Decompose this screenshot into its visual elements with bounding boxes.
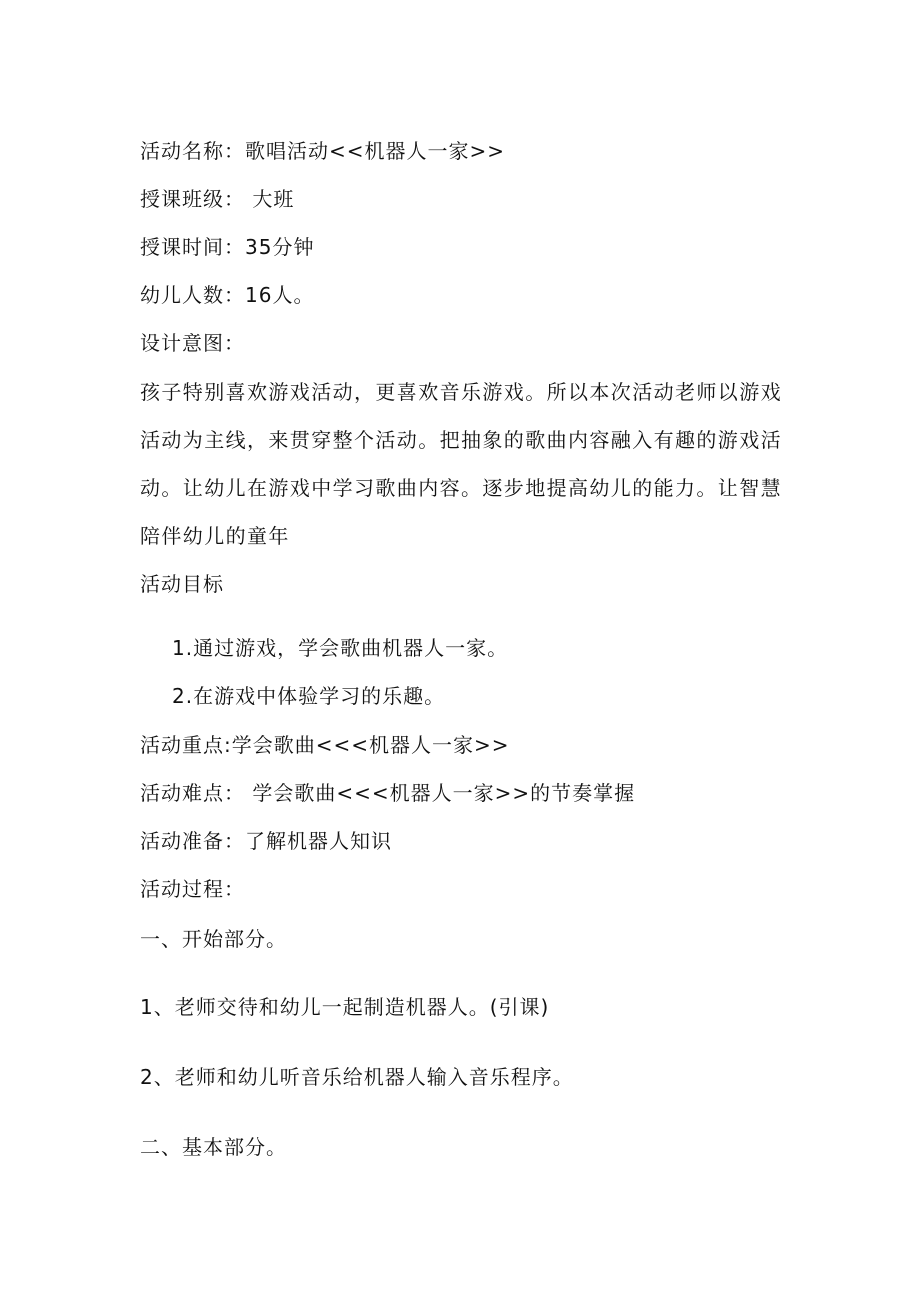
section-basic: 二、基本部分。 bbox=[140, 1135, 287, 1159]
goals-label: 活动目标 bbox=[140, 572, 224, 596]
section-start: 一、开始部分。 bbox=[140, 927, 287, 951]
design-intent-label: 设计意图： bbox=[140, 331, 245, 355]
step-2: 2、老师和幼儿听音乐给机器人输入音乐程序。 bbox=[140, 1065, 574, 1089]
duration: 授课时间：35分钟 bbox=[140, 235, 315, 259]
preparation: 活动准备：了解机器人知识 bbox=[140, 829, 392, 853]
step-1: 1、老师交待和幼儿一起制造机器人。(引课) bbox=[140, 995, 550, 1019]
children-count: 幼儿人数：16人。 bbox=[140, 283, 315, 307]
process-label: 活动过程： bbox=[140, 877, 245, 901]
goal-item-1: 1.通过游戏，学会歌曲机器人一家。 bbox=[172, 636, 509, 660]
difficulty: 活动难点： 学会歌曲<<<机器人一家>>的节奏掌握 bbox=[140, 781, 636, 805]
activity-name: 活动名称：歌唱活动<<机器人一家>> bbox=[140, 139, 506, 163]
class-level: 授课班级： 大班 bbox=[140, 187, 295, 211]
key-point: 活动重点:学会歌曲<<<机器人一家>> bbox=[140, 733, 510, 757]
goal-item-2: 2.在游戏中体验学习的乐趣。 bbox=[172, 684, 446, 708]
design-intent-paragraph: 孩子特别喜欢游戏活动，更喜欢音乐游戏。所以本次活动老师以游戏活动为主线，来贯穿整个活动。把抽象的歌曲内容融入有趣的游戏活动。让幼儿在游戏中学习歌曲内容。逐步地提高幼儿的能力。让智慧陪伴幼儿的童年 bbox=[140, 380, 782, 548]
